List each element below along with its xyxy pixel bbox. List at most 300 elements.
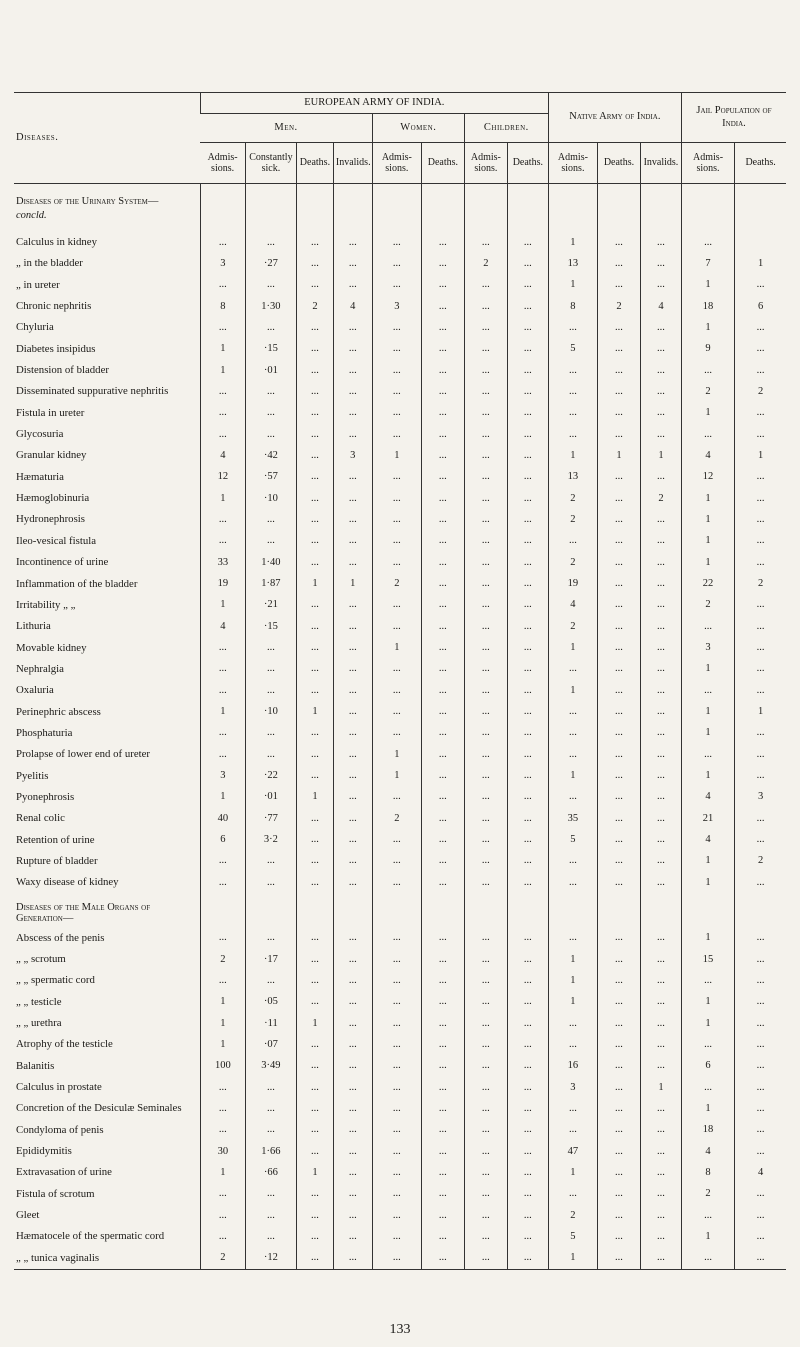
table-cell: ... bbox=[640, 927, 681, 948]
table-cell: 1 bbox=[681, 317, 734, 338]
table-cell: ... bbox=[200, 927, 245, 948]
table-cell: 1 bbox=[735, 253, 786, 274]
table-cell: ... bbox=[333, 948, 372, 969]
table-cell: ... bbox=[548, 722, 597, 743]
table-row bbox=[14, 338, 786, 359]
table-cell: ... bbox=[464, 423, 507, 444]
table-cell: ... bbox=[372, 594, 421, 615]
disease-name: Phosphaturia bbox=[16, 726, 73, 739]
table-cell: ... bbox=[200, 850, 245, 871]
table-cell: 1 bbox=[681, 765, 734, 786]
table-cell: ... bbox=[333, 850, 372, 871]
table-cell: ... bbox=[735, 948, 786, 969]
table-cell: 12 bbox=[681, 466, 734, 487]
table-cell: ... bbox=[297, 808, 334, 829]
table-row bbox=[14, 1055, 786, 1076]
table-cell: ... bbox=[297, 829, 334, 850]
table-cell: ... bbox=[507, 317, 548, 338]
table-cell: ... bbox=[372, 701, 421, 722]
table-cell: ... bbox=[597, 744, 640, 765]
table-cell: ... bbox=[421, 948, 464, 969]
table-cell: ... bbox=[464, 637, 507, 658]
disease-name: Fistula of scrotum bbox=[16, 1187, 95, 1200]
table-cell: 1 bbox=[200, 701, 245, 722]
table-cell: ... bbox=[200, 1076, 245, 1097]
table-cell: ... bbox=[735, 808, 786, 829]
table-cell: ... bbox=[333, 701, 372, 722]
table-cell: 4 bbox=[200, 445, 245, 466]
table-cell: ... bbox=[735, 744, 786, 765]
table-cell: ... bbox=[507, 1140, 548, 1161]
table-cell: ... bbox=[464, 744, 507, 765]
table-cell: ... bbox=[297, 1034, 334, 1055]
table-cell: ... bbox=[597, 722, 640, 743]
col-deaths: Deaths. bbox=[297, 143, 334, 184]
table-cell: 2 bbox=[681, 1183, 734, 1204]
table-cell: ... bbox=[640, 274, 681, 295]
table-row bbox=[14, 1012, 786, 1033]
table-cell: ... bbox=[372, 970, 421, 991]
section-heading-row bbox=[14, 184, 786, 211]
table-cell: ... bbox=[548, 359, 597, 380]
table-cell: ... bbox=[640, 765, 681, 786]
table-cell: 9 bbox=[681, 338, 734, 359]
table-cell: ... bbox=[507, 594, 548, 615]
table-cell: 1 bbox=[200, 1162, 245, 1183]
table-cell: ... bbox=[200, 530, 245, 551]
table-cell: ... bbox=[507, 948, 548, 969]
table-cell: ... bbox=[640, 253, 681, 274]
table-cell: ·12 bbox=[245, 1247, 296, 1269]
table-cell: ... bbox=[507, 466, 548, 487]
table-cell: ... bbox=[735, 765, 786, 786]
table-cell: ... bbox=[464, 509, 507, 530]
table-cell: ... bbox=[297, 991, 334, 1012]
table-cell: 1 bbox=[681, 701, 734, 722]
table-cell: ... bbox=[245, 927, 296, 948]
table-cell: ... bbox=[507, 872, 548, 893]
table-cell: ... bbox=[681, 1204, 734, 1225]
table-cell: ... bbox=[372, 616, 421, 637]
table-cell: ... bbox=[372, 1140, 421, 1161]
table-cell: ... bbox=[200, 402, 245, 423]
table-cell: ... bbox=[421, 1076, 464, 1097]
table-row bbox=[14, 552, 786, 573]
table-row bbox=[14, 1183, 786, 1204]
table-cell bbox=[735, 231, 786, 252]
table-cell: ... bbox=[507, 637, 548, 658]
table-cell: ... bbox=[297, 402, 334, 423]
table-row bbox=[14, 231, 786, 252]
table-cell: ... bbox=[735, 594, 786, 615]
table-cell: ... bbox=[640, 594, 681, 615]
table-cell: ... bbox=[297, 1140, 334, 1161]
table-cell: ... bbox=[421, 594, 464, 615]
table-cell: ... bbox=[640, 530, 681, 551]
table-cell: ... bbox=[200, 317, 245, 338]
col-admissions: Admis-sions. bbox=[548, 143, 597, 184]
table-cell: ... bbox=[372, 274, 421, 295]
col-admissions: Admis-sions. bbox=[681, 143, 734, 184]
table-cell: ... bbox=[333, 637, 372, 658]
table-cell: ... bbox=[464, 295, 507, 316]
empty-cell bbox=[640, 184, 681, 211]
table-cell: ... bbox=[640, 808, 681, 829]
disease-name: Gleet bbox=[16, 1209, 40, 1222]
table-cell: ... bbox=[245, 970, 296, 991]
table-cell: ... bbox=[245, 722, 296, 743]
table-cell: ... bbox=[372, 338, 421, 359]
table-cell: ... bbox=[597, 1119, 640, 1140]
table-cell: ... bbox=[735, 1183, 786, 1204]
empty-cell bbox=[372, 210, 421, 231]
table-row bbox=[14, 1226, 786, 1247]
table-cell: 3 bbox=[200, 765, 245, 786]
table-cell: ... bbox=[735, 1055, 786, 1076]
table-cell: ... bbox=[597, 829, 640, 850]
table-cell: 1 bbox=[200, 338, 245, 359]
table-cell: ... bbox=[297, 850, 334, 871]
table-cell: ... bbox=[421, 1098, 464, 1119]
table-cell: ·10 bbox=[245, 701, 296, 722]
table-cell: ... bbox=[200, 872, 245, 893]
table-cell: ... bbox=[297, 637, 334, 658]
disease-name: Calculus in prostate bbox=[16, 1081, 102, 1094]
table-cell: ... bbox=[421, 1140, 464, 1161]
table-cell: ... bbox=[421, 1162, 464, 1183]
empty-cell bbox=[681, 893, 734, 927]
disease-name: Granular kidney bbox=[16, 449, 87, 462]
table-cell: ... bbox=[333, 744, 372, 765]
table-cell: 21 bbox=[681, 808, 734, 829]
table-cell: ... bbox=[507, 808, 548, 829]
table-cell: ... bbox=[640, 701, 681, 722]
empty-cell bbox=[200, 210, 245, 231]
table-cell: 2 bbox=[200, 948, 245, 969]
table-cell: ... bbox=[333, 1098, 372, 1119]
table-cell: ... bbox=[735, 1226, 786, 1247]
table-cell: ... bbox=[597, 1034, 640, 1055]
disease-name: Glycosuria bbox=[16, 428, 64, 441]
table-cell: ... bbox=[548, 927, 597, 948]
table-cell: ... bbox=[200, 970, 245, 991]
table-cell: ·15 bbox=[245, 338, 296, 359]
empty-cell bbox=[297, 893, 334, 927]
table-cell: ... bbox=[735, 970, 786, 991]
table-cell: ... bbox=[548, 317, 597, 338]
table-cell: ... bbox=[333, 359, 372, 380]
table-cell: 1 bbox=[735, 445, 786, 466]
table-row bbox=[14, 573, 786, 594]
table-cell: 1 bbox=[548, 991, 597, 1012]
table-cell: ... bbox=[735, 317, 786, 338]
table-row bbox=[14, 594, 786, 615]
table-cell: ... bbox=[735, 1098, 786, 1119]
table-cell: ... bbox=[597, 991, 640, 1012]
col-constantly-sick: Constantly sick. bbox=[245, 143, 296, 184]
table-cell: ... bbox=[421, 701, 464, 722]
table-cell: ... bbox=[640, 1034, 681, 1055]
empty-cell bbox=[735, 210, 786, 231]
table-cell: ... bbox=[597, 1140, 640, 1161]
table-cell: ... bbox=[597, 253, 640, 274]
table-cell: ... bbox=[372, 991, 421, 1012]
disease-name: Diabetes insipidus bbox=[16, 342, 96, 355]
disease-name: „ „ scrotum bbox=[16, 953, 66, 966]
table-cell: ... bbox=[372, 381, 421, 402]
empty-cell bbox=[245, 184, 296, 211]
table-cell: ... bbox=[372, 1226, 421, 1247]
table-cell: ... bbox=[333, 991, 372, 1012]
table-cell: ... bbox=[597, 1162, 640, 1183]
empty-cell bbox=[372, 893, 421, 927]
table-row bbox=[14, 509, 786, 530]
table-cell: ... bbox=[507, 616, 548, 637]
table-cell: ... bbox=[333, 487, 372, 508]
table-cell: ... bbox=[200, 1183, 245, 1204]
table-cell: ... bbox=[640, 317, 681, 338]
table-cell: ... bbox=[333, 1247, 372, 1269]
table-row bbox=[14, 423, 786, 444]
table-cell: ... bbox=[464, 1140, 507, 1161]
table-cell: ... bbox=[372, 1204, 421, 1225]
table-row bbox=[14, 808, 786, 829]
table-cell: ... bbox=[421, 786, 464, 807]
table-cell: ... bbox=[507, 1076, 548, 1097]
table-cell: 1 bbox=[200, 991, 245, 1012]
table-cell: ... bbox=[507, 1012, 548, 1033]
table-cell: ... bbox=[297, 423, 334, 444]
table-cell: ... bbox=[200, 1226, 245, 1247]
disease-name: Pyelitis bbox=[16, 769, 49, 782]
table-cell: ... bbox=[735, 872, 786, 893]
table-cell: ... bbox=[640, 552, 681, 573]
table-cell: ... bbox=[597, 423, 640, 444]
table-row bbox=[14, 253, 786, 274]
table-cell: ... bbox=[640, 1247, 681, 1269]
table-cell: ... bbox=[421, 552, 464, 573]
table-cell: ... bbox=[548, 1098, 597, 1119]
table-cell: ... bbox=[421, 970, 464, 991]
table-cell: 5 bbox=[548, 1226, 597, 1247]
empty-cell bbox=[597, 893, 640, 927]
table-cell: ... bbox=[421, 808, 464, 829]
table-cell: ... bbox=[200, 1098, 245, 1119]
table-cell: ... bbox=[421, 253, 464, 274]
table-cell: ... bbox=[297, 231, 334, 252]
table-cell: ... bbox=[548, 872, 597, 893]
table-cell: 1 bbox=[297, 1162, 334, 1183]
table-cell: ·57 bbox=[245, 466, 296, 487]
table-cell: ... bbox=[597, 1247, 640, 1269]
table-cell: ... bbox=[548, 658, 597, 679]
table-cell: 1 bbox=[681, 402, 734, 423]
empty-cell bbox=[597, 210, 640, 231]
table-cell: ·15 bbox=[245, 616, 296, 637]
table-cell: ... bbox=[372, 1098, 421, 1119]
table-cell: 3 bbox=[372, 295, 421, 316]
table-cell: 19 bbox=[548, 573, 597, 594]
table-cell: ... bbox=[640, 1226, 681, 1247]
table-cell: ·17 bbox=[245, 948, 296, 969]
section-subtitle-row bbox=[14, 210, 786, 231]
table-cell: ... bbox=[245, 274, 296, 295]
table-cell: 2 bbox=[597, 295, 640, 316]
table-cell: ... bbox=[421, 1204, 464, 1225]
table-cell: ... bbox=[640, 509, 681, 530]
table-row bbox=[14, 991, 786, 1012]
table-cell: ... bbox=[464, 808, 507, 829]
table-cell: ... bbox=[640, 872, 681, 893]
table-cell: ... bbox=[372, 829, 421, 850]
table-cell: 35 bbox=[548, 808, 597, 829]
table-row bbox=[14, 680, 786, 701]
empty-cell bbox=[507, 184, 548, 211]
diseases-header: Diseases. bbox=[14, 93, 200, 184]
table-cell: ... bbox=[597, 274, 640, 295]
table-cell: ... bbox=[333, 1012, 372, 1033]
table-cell: ... bbox=[464, 317, 507, 338]
table-cell: ... bbox=[421, 850, 464, 871]
table-cell: 1 bbox=[548, 231, 597, 252]
table-cell: 2 bbox=[200, 1247, 245, 1269]
table-row bbox=[14, 274, 786, 295]
table-cell: ... bbox=[372, 253, 421, 274]
table-cell: 1 bbox=[735, 701, 786, 722]
table-cell: ... bbox=[372, 1012, 421, 1033]
table-cell: ... bbox=[297, 1204, 334, 1225]
men-header: Men. bbox=[200, 114, 372, 143]
table-cell: ... bbox=[735, 402, 786, 423]
disease-name: „ „ spermatic cord bbox=[16, 974, 95, 987]
table-cell: ... bbox=[421, 359, 464, 380]
disease-name: Chronic nephritis bbox=[16, 300, 92, 313]
table-cell: ... bbox=[245, 231, 296, 252]
table-cell: ... bbox=[333, 970, 372, 991]
table-cell: ... bbox=[507, 1226, 548, 1247]
table-cell: 3 bbox=[735, 786, 786, 807]
jail-header: Jail Population of India. bbox=[681, 93, 786, 143]
table-cell: ... bbox=[597, 317, 640, 338]
table-cell: ... bbox=[200, 1119, 245, 1140]
table-cell: ... bbox=[297, 927, 334, 948]
table-cell: ... bbox=[372, 850, 421, 871]
section-subtitle: concld. bbox=[16, 210, 47, 221]
table-cell: ·77 bbox=[245, 808, 296, 829]
empty-cell bbox=[640, 210, 681, 231]
table-cell: ... bbox=[464, 948, 507, 969]
table-cell: ... bbox=[640, 850, 681, 871]
table-cell: ... bbox=[507, 530, 548, 551]
table-cell: ... bbox=[421, 274, 464, 295]
table-cell: ... bbox=[548, 1119, 597, 1140]
table-cell: 6 bbox=[681, 1055, 734, 1076]
table-cell: ... bbox=[421, 466, 464, 487]
disease-name: „ „ tunica vaginalis bbox=[14, 1247, 200, 1269]
table-cell: ... bbox=[507, 1204, 548, 1225]
table-cell: ... bbox=[245, 1098, 296, 1119]
table-cell: ... bbox=[372, 1034, 421, 1055]
table-cell: ... bbox=[464, 402, 507, 423]
table-cell: ... bbox=[735, 1034, 786, 1055]
table-cell: ... bbox=[372, 487, 421, 508]
table-cell: ... bbox=[507, 445, 548, 466]
table-cell: ... bbox=[640, 1119, 681, 1140]
table-row bbox=[14, 466, 786, 487]
table-cell: ... bbox=[421, 381, 464, 402]
table-cell: 2 bbox=[640, 487, 681, 508]
table-cell: ... bbox=[735, 927, 786, 948]
table-cell: ... bbox=[372, 872, 421, 893]
table-cell: ... bbox=[297, 872, 334, 893]
table-cell: ... bbox=[597, 1055, 640, 1076]
table-cell: ... bbox=[681, 1034, 734, 1055]
table-cell: ... bbox=[333, 530, 372, 551]
diseases-table bbox=[14, 92, 786, 1270]
table-cell: 1 bbox=[333, 573, 372, 594]
col-invalids: Invalids. bbox=[333, 143, 372, 184]
empty-cell bbox=[464, 210, 507, 231]
table-cell: ... bbox=[640, 1055, 681, 1076]
table-cell: ... bbox=[421, 1226, 464, 1247]
table-cell: ... bbox=[464, 1183, 507, 1204]
table-cell: 2 bbox=[548, 509, 597, 530]
col-admissions: Admis-sions. bbox=[464, 143, 507, 184]
table-cell: 1 bbox=[297, 786, 334, 807]
table-cell: ... bbox=[548, 701, 597, 722]
table-cell: ... bbox=[735, 616, 786, 637]
table-cell: ... bbox=[245, 509, 296, 530]
empty-cell bbox=[507, 893, 548, 927]
table-cell: ... bbox=[464, 970, 507, 991]
table-cell: ... bbox=[597, 338, 640, 359]
disease-name: Disseminated suppurative nephritis bbox=[16, 385, 169, 398]
table-cell: 5 bbox=[548, 338, 597, 359]
disease-name: Nephralgia bbox=[16, 662, 64, 675]
table-cell: ... bbox=[245, 680, 296, 701]
table-cell: 1 bbox=[681, 722, 734, 743]
table-cell: ... bbox=[507, 1098, 548, 1119]
table-cell: ... bbox=[507, 253, 548, 274]
table-cell: ... bbox=[464, 680, 507, 701]
table-cell: ... bbox=[464, 338, 507, 359]
table-row bbox=[14, 1204, 786, 1225]
table-cell: ... bbox=[333, 1140, 372, 1161]
table-cell: ... bbox=[372, 1076, 421, 1097]
table-cell: ... bbox=[372, 423, 421, 444]
table-cell: ... bbox=[464, 1204, 507, 1225]
table-cell: ... bbox=[297, 722, 334, 743]
table-cell: ... bbox=[464, 765, 507, 786]
table-cell: ... bbox=[640, 970, 681, 991]
table-cell: ... bbox=[245, 872, 296, 893]
table-cell: ... bbox=[421, 295, 464, 316]
table-cell: ... bbox=[548, 530, 597, 551]
table-cell: ... bbox=[507, 1034, 548, 1055]
disease-name: Perinephric abscess bbox=[16, 705, 101, 718]
table-row bbox=[14, 970, 786, 991]
table-cell: 8 bbox=[681, 1162, 734, 1183]
table-cell: ... bbox=[507, 765, 548, 786]
table-cell: 1·40 bbox=[245, 552, 296, 573]
empty-cell bbox=[245, 893, 296, 927]
table-cell: ... bbox=[421, 509, 464, 530]
table-cell: ... bbox=[421, 1247, 464, 1269]
table-cell: ... bbox=[507, 970, 548, 991]
page-number: 133 bbox=[389, 1322, 411, 1337]
table-cell: ... bbox=[597, 552, 640, 573]
table-cell: 18 bbox=[681, 295, 734, 316]
